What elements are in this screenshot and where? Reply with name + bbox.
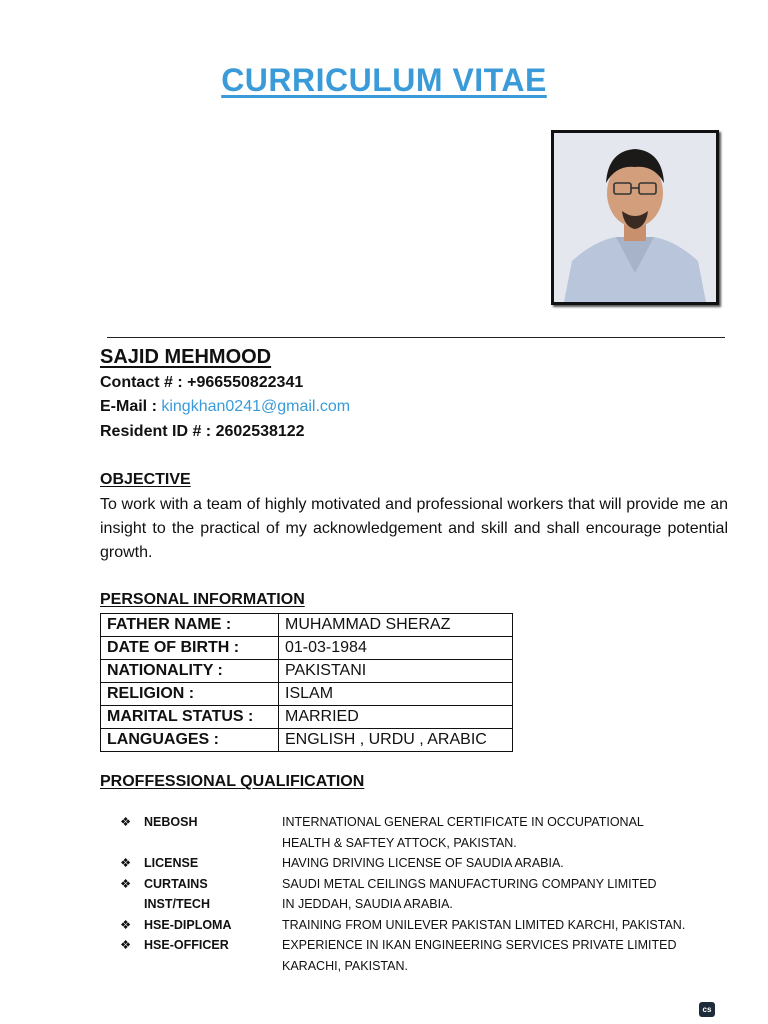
bullet-diamond-icon: ❖	[120, 917, 132, 932]
qualification-name: CURTAINS	[144, 876, 208, 891]
camscanner-logo-icon: cs	[699, 1002, 715, 1017]
qualification-name: LICENSE	[144, 856, 199, 870]
list-item	[120, 915, 720, 936]
table-row	[101, 614, 513, 637]
qualification-list	[120, 812, 720, 976]
contact-email-line	[100, 398, 350, 416]
qualification-desc: HAVING DRIVING LICENSE OF SAUDIA ARABIA.	[282, 856, 564, 870]
row-value: MUHAMMAD SHERAZ	[279, 614, 513, 637]
bullet-diamond-icon: ❖	[120, 938, 132, 952]
personal-info-heading: PERSONAL INFORMATION	[100, 591, 305, 608]
row-label: RELIGION :	[101, 683, 279, 706]
row-label: NATIONALITY :	[101, 660, 279, 683]
header-divider	[107, 337, 725, 338]
person-portrait-icon	[554, 133, 716, 302]
table-row	[101, 706, 513, 729]
qualification-desc: KARACHI, PAKISTAN.	[282, 958, 408, 973]
bullet-diamond-icon: ❖	[120, 876, 132, 891]
email-label: E-Mail :	[100, 398, 157, 415]
row-value: ENGLISH , URDU , ARABIC	[279, 729, 513, 752]
qualification-desc: EXPERIENCE IN IKAN ENGINEERING SERVICES PRIVATE LIMITED	[282, 938, 677, 952]
phone-label: Contact # :	[100, 374, 183, 391]
resident-id-value: 2602538122	[215, 423, 305, 440]
email-link[interactable]: kingkhan0241@gmail.com	[161, 398, 351, 415]
row-value: PAKISTANI	[279, 660, 513, 683]
row-value: ISLAM	[279, 683, 513, 706]
candidate-name: SAJID MEHMOOD	[100, 346, 272, 368]
list-item	[120, 894, 720, 915]
qualification-name: NEBOSH	[144, 815, 198, 829]
list-item	[120, 935, 720, 956]
phone-value: +966550822341	[187, 374, 304, 391]
row-label: FATHER NAME :	[101, 614, 279, 637]
bullet-diamond-icon: ❖	[120, 856, 132, 870]
qualification-desc: IN JEDDAH, SAUDIA ARABIA.	[282, 897, 453, 911]
objective-text: To work with a team of highly motivated and professional workers that will provide me an insight to the practical of my acknowledgement and skill and shall encourage potential growth.	[100, 496, 728, 561]
qualification-name: HSE-DIPLOMA	[144, 917, 232, 932]
qualification-name: HSE-OFFICER	[144, 938, 229, 952]
bullet-diamond-icon: ❖	[120, 815, 132, 829]
qualification-desc: HEALTH & SAFTEY ATTOCK, PAKISTAN.	[282, 835, 517, 850]
resident-id-line	[100, 423, 305, 441]
profile-photo	[551, 130, 719, 305]
qualification-desc: INTERNATIONAL GENERAL CERTIFICATE IN OCCUPATIONAL	[282, 815, 644, 829]
cv-title: CURRICULUM VITAE	[221, 62, 547, 98]
objective-heading: OBJECTIVE	[100, 471, 191, 488]
personal-info-table	[100, 613, 513, 752]
table-row	[101, 660, 513, 683]
row-label: DATE OF BIRTH :	[101, 637, 279, 660]
row-label: LANGUAGES :	[101, 729, 279, 752]
resident-id-label: Resident ID # :	[100, 423, 212, 440]
table-row	[101, 683, 513, 706]
qualification-desc: SAUDI METAL CEILINGS MANUFACTURING COMPANY LIMITED	[282, 876, 657, 891]
row-value: 01-03-1984	[279, 637, 513, 660]
table-row	[101, 637, 513, 660]
table-row	[101, 729, 513, 752]
row-value: MARRIED	[279, 706, 513, 729]
list-item	[120, 874, 720, 895]
list-item	[120, 812, 720, 833]
row-label: MARITAL STATUS :	[101, 706, 279, 729]
list-item-continuation	[120, 833, 720, 854]
qualification-name: INST/TECH	[144, 897, 210, 911]
qualification-heading: PROFFESSIONAL QUALIFICATION	[100, 773, 365, 790]
contact-phone-line	[100, 374, 303, 392]
qualification-desc: TRAINING FROM UNILEVER PAKISTAN LIMITED KARCHI, PAKISTAN.	[282, 917, 686, 932]
list-item	[120, 853, 720, 874]
list-item-continuation	[120, 956, 720, 977]
